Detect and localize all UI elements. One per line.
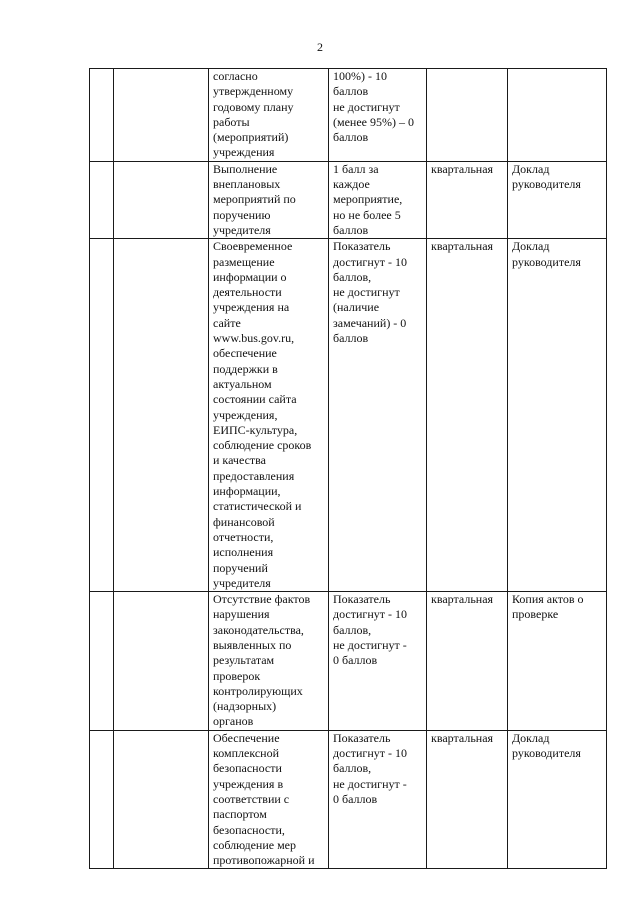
row-number-cell — [90, 69, 114, 162]
score-cell: 100%) - 10 баллов не достигнут (менее 95%) – 0 баллов — [329, 69, 427, 162]
table-row — [90, 730, 607, 869]
criterion-cell: Обеспечение комплексной безопасности учреждения в соответствии с паспортом безопасности, соблюдение мер противопожарной и — [209, 730, 329, 869]
indicator-cell — [114, 730, 209, 869]
row-number-cell — [90, 592, 114, 731]
periodicity-cell: квартальная — [427, 730, 508, 869]
periodicity-cell: квартальная — [427, 592, 508, 731]
table-row — [90, 239, 607, 592]
row-number-cell — [90, 730, 114, 869]
score-cell: Показатель достигнут - 10 баллов, не достигнут - 0 баллов — [329, 730, 427, 869]
table-row — [90, 592, 607, 731]
row-number-cell — [90, 239, 114, 592]
source-cell: Доклад руководителя — [508, 730, 607, 869]
indicator-cell — [114, 161, 209, 238]
score-cell: Показатель достигнут - 10 баллов, не достигнут (наличие замечаний) - 0 баллов — [329, 239, 427, 592]
criterion-cell: Отсутствие фактов нарушения законодательства, выявленных по результатам проверок контролирующих (надзорных) органов — [209, 592, 329, 731]
source-cell: Копия актов о проверке — [508, 592, 607, 731]
score-cell: Показатель достигнут - 10 баллов, не достигнут - 0 баллов — [329, 592, 427, 731]
criterion-cell: согласно утвержденному годовому плану работы (мероприятий) учреждения — [209, 69, 329, 162]
score-cell: 1 балл за каждое мероприятие, но не более 5 баллов — [329, 161, 427, 238]
table-row — [90, 161, 607, 238]
criterion-cell: Своевременное размещение информации о деятельности учреждения на сайте www.bus.gov.ru, обеспечение поддержки в актуальном состоянии сайта учреждения, ЕИПС-культура, соблюдение сроков и качества предоставления информации, статистической и финансовой отчетности, исполнения поручений учредителя — [209, 239, 329, 592]
criterion-cell: Выполнение внеплановых мероприятий по поручению учредителя — [209, 161, 329, 238]
source-cell — [508, 69, 607, 162]
page-number: 2 — [317, 40, 323, 54]
table-row — [90, 69, 607, 162]
periodicity-cell: квартальная — [427, 239, 508, 592]
row-number-cell — [90, 161, 114, 238]
indicator-cell — [114, 239, 209, 592]
periodicity-cell — [427, 69, 508, 162]
indicator-cell — [114, 69, 209, 162]
indicator-cell — [114, 592, 209, 731]
source-cell: Доклад руководителя — [508, 161, 607, 238]
periodicity-cell: квартальная — [427, 161, 508, 238]
criteria-table — [89, 68, 607, 869]
source-cell: Доклад руководителя — [508, 239, 607, 592]
